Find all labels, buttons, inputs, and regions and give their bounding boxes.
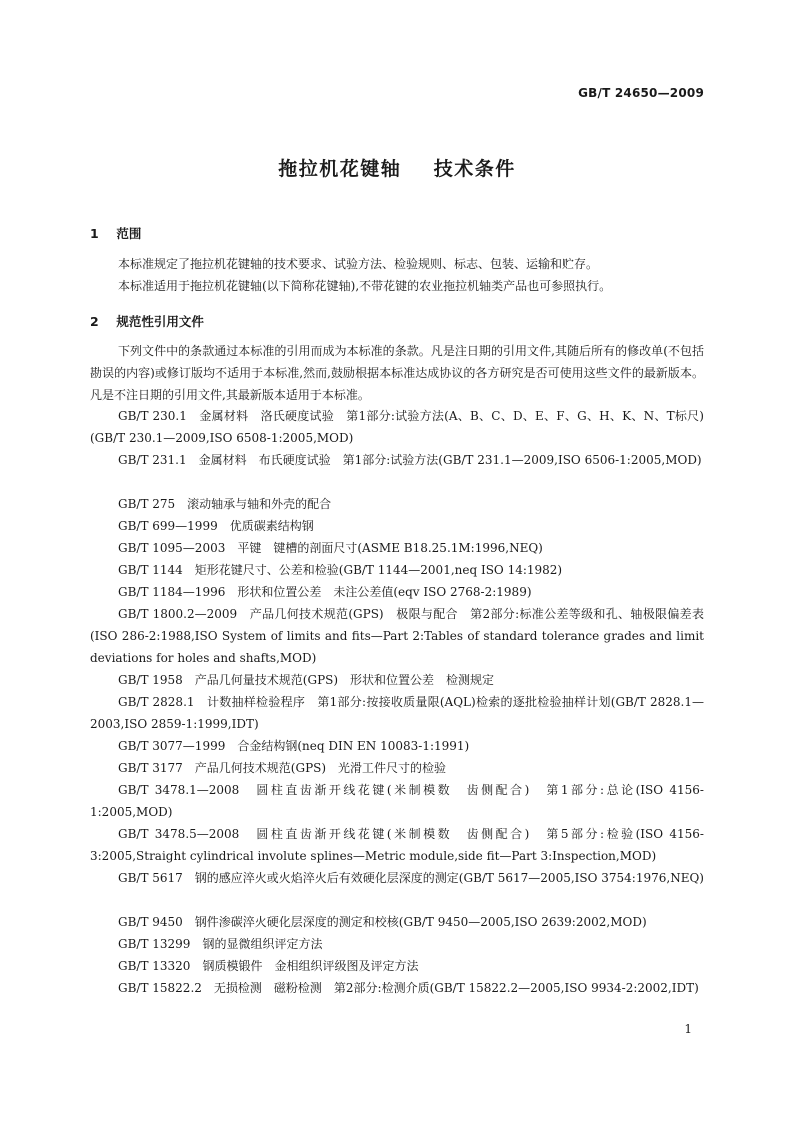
- reference-item: GB/T 13299 钢的显微组织评定方法: [118, 937, 323, 951]
- page-number: 1: [684, 1022, 692, 1036]
- reference-item: GB/T 3177 产品几何技术规范(GPS) 光滑工件尺寸的检验: [118, 761, 447, 775]
- reference-item: GB/T 5617 钢的感应淬火或火焰淬火后有效硬化层深度的测定(GB/T 5617—2005,ISO 3754:1976,NEQ): [118, 871, 704, 885]
- reference-item: GB/T 275 滚动轴承与轴和外壳的配合: [118, 497, 332, 511]
- reference-item: GB/T 1144 矩形花键尺寸、公差和检验(GB/T 1144—2001,neq ISO 14:1982): [118, 563, 563, 577]
- references-intro: 下列文件中的条款通过本标准的引用而成为本标准的条款。凡是注日期的引用文件,其随后所有的修改单(不包括勘误的内容)或修订版均不适用于本标准,然而,鼓励根据本标准达成协议的各方研究是否可使用这些文件的最新版本。凡是不注日期的引用文件,其最新版本适用于本标准。: [90, 344, 704, 402]
- reference-item: GB/T 1095—2003 平键 键槽的剖面尺寸(ASME B18.25.1M:1996,NEQ): [118, 541, 543, 555]
- section-title: 规范性引用文件: [116, 314, 204, 329]
- section-1-heading: [90, 224, 141, 242]
- reference-item: GB/T 699—1999 优质碳素结构钢: [118, 519, 314, 533]
- section-2-heading: [90, 312, 204, 330]
- reference-item: GB/T 3478.1—2008 圆柱直齿渐开线花键(米制模数 齿侧配合) 第1部分:总论(ISO 4156-1:2005,MOD): [90, 783, 704, 820]
- reference-item: GB/T 1958 产品几何量技术规范(GPS) 形状和位置公差 检测规定: [118, 673, 495, 687]
- section-number: 2: [90, 314, 99, 329]
- reference-item: GB/T 3077—1999 合金结构钢(neq DIN EN 10083-1:1991): [118, 739, 470, 753]
- reference-item: GB/T 2828.1 计数抽样检验程序 第1部分:按接收质量限(AQL)检索的逐批检验抽样计划(GB/T 2828.1—2003,ISO 2859-1:1999,IDT): [90, 695, 704, 732]
- reference-item: GB/T 13320 钢质模锻件 金相组织评级图及评定方法: [118, 959, 419, 973]
- reference-item: GB/T 230.1 金属材料 洛氏硬度试验 第1部分:试验方法(A、B、C、D、E、F、G、H、K、N、T标尺)(GB/T 230.1—2009,ISO 6508-1:2005,MOD): [90, 409, 704, 446]
- standard-code: GB/T 24650—2009: [578, 86, 704, 100]
- reference-item: GB/T 9450 钢件渗碳淬火硬化层深度的测定和校核(GB/T 9450—2005,ISO 2639:2002,MOD): [118, 915, 647, 929]
- reference-item: GB/T 3478.5—2008 圆柱直齿渐开线花键(米制模数 齿侧配合) 第5部分:检验(ISO 4156-3:2005,Straight cylindrical involute splines—Metric module,side fit—Part 3:Inspection,MOD): [90, 827, 704, 864]
- scope-paragraph-1: 本标准规定了拖拉机花键轴的技术要求、试验方法、检验规则、标志、包装、运输和贮存。: [118, 257, 599, 271]
- reference-item: GB/T 1184—1996 形状和位置公差 未注公差值(eqv ISO 2768-2:1989): [118, 585, 532, 599]
- document-title: 拖拉机花键轴 技术条件: [278, 158, 516, 180]
- scope-paragraph-2: 本标准适用于拖拉机花键轴(以下简称花键轴),不带花键的农业拖拉机轴类产品也可参照执行。: [118, 279, 612, 293]
- reference-item: GB/T 1800.2—2009 产品几何技术规范(GPS) 极限与配合 第2部分:标准公差等级和孔、轴极限偏差表(ISO 286-2:1988,ISO System of limits and fits—Part 2:Tables of standard tolerance grades and limit deviations for holes and shafts,MOD): [90, 607, 704, 666]
- reference-item: GB/T 15822.2 无损检测 磁粉检测 第2部分:检测介质(GB/T 15822.2—2005,ISO 9934-2:2002,IDT): [118, 981, 699, 995]
- section-title: 范围: [116, 226, 142, 241]
- section-number: 1: [90, 226, 99, 241]
- reference-item: GB/T 231.1 金属材料 布氏硬度试验 第1部分:试验方法(GB/T 231.1—2009,ISO 6506-1:2005,MOD): [118, 453, 702, 467]
